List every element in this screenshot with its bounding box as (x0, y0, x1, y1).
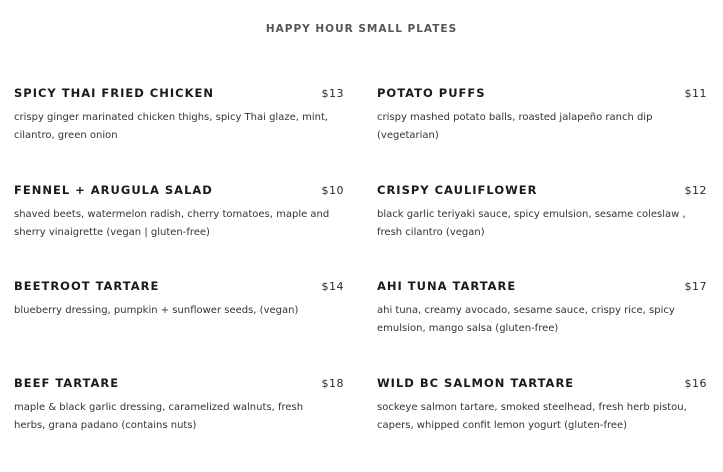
item-description: maple & black garlic dressing, caramelized walnuts, fresh herbs, grana padano (contains nuts) (14, 399, 344, 435)
menu-item-potato-puffs (377, 86, 707, 183)
item-name: BEEF TARTARE (14, 376, 119, 390)
menu-item-wild-bc-salmon-tartare (377, 376, 707, 472)
item-description: black garlic teriyaki sauce, spicy emulsion, sesame coleslaw , fresh cilantro (vegan) (377, 206, 707, 242)
item-description: shaved beets, watermelon radish, cherry tomatoes, maple and sherry vinaigrette (vegan | gluten-free) (14, 206, 344, 242)
menu-item-spicy-thai-fried-chicken (14, 86, 344, 183)
item-header (377, 279, 707, 297)
item-name: BEETROOT TARTARE (14, 279, 159, 293)
item-name: AHI TUNA TARTARE (377, 279, 516, 293)
menu-item-beetroot-tartare (14, 279, 344, 376)
menu-item-fennel-arugula-salad (14, 183, 344, 280)
menu-item-crispy-cauliflower (377, 183, 707, 280)
item-description: sockeye salmon tartare, smoked steelhead, fresh herb pistou, capers, whipped confit lemon yogurt (gluten-free) (377, 399, 707, 435)
item-header (14, 86, 344, 104)
item-header (377, 376, 707, 394)
item-description: crispy ginger marinated chicken thighs, spicy Thai glaze, mint, cilantro, green onion (14, 109, 344, 145)
item-name: FENNEL + ARUGULA SALAD (14, 183, 213, 197)
menu-item-beef-tartare (14, 376, 344, 472)
item-description: ahi tuna, creamy avocado, sesame sauce, crispy rice, spicy emulsion, mango salsa (gluten-free) (377, 302, 707, 338)
item-price: $10 (322, 184, 345, 197)
item-price: $16 (685, 377, 708, 390)
item-name: WILD BC SALMON TARTARE (377, 376, 574, 390)
item-header (14, 376, 344, 394)
item-header (14, 183, 344, 201)
item-name: SPICY THAI FRIED CHICKEN (14, 86, 214, 100)
item-price: $14 (322, 280, 345, 293)
item-name: POTATO PUFFS (377, 86, 486, 100)
item-header (14, 279, 344, 297)
item-description: blueberry dressing, pumpkin + sunflower seeds, (vegan) (14, 302, 344, 320)
item-description: crispy mashed potato balls, roasted jalapeño ranch dip (vegetarian) (377, 109, 707, 145)
item-header (377, 86, 707, 104)
item-price: $12 (685, 184, 708, 197)
item-name: CRISPY CAULIFLOWER (377, 183, 538, 197)
menu-item-ahi-tuna-tartare (377, 279, 707, 376)
item-header (377, 183, 707, 201)
section-title: HAPPY HOUR SMALL PLATES (0, 23, 723, 35)
item-price: $11 (685, 87, 708, 100)
item-price: $13 (322, 87, 345, 100)
item-price: $18 (322, 377, 345, 390)
item-price: $17 (685, 280, 708, 293)
menu-grid (14, 86, 708, 472)
